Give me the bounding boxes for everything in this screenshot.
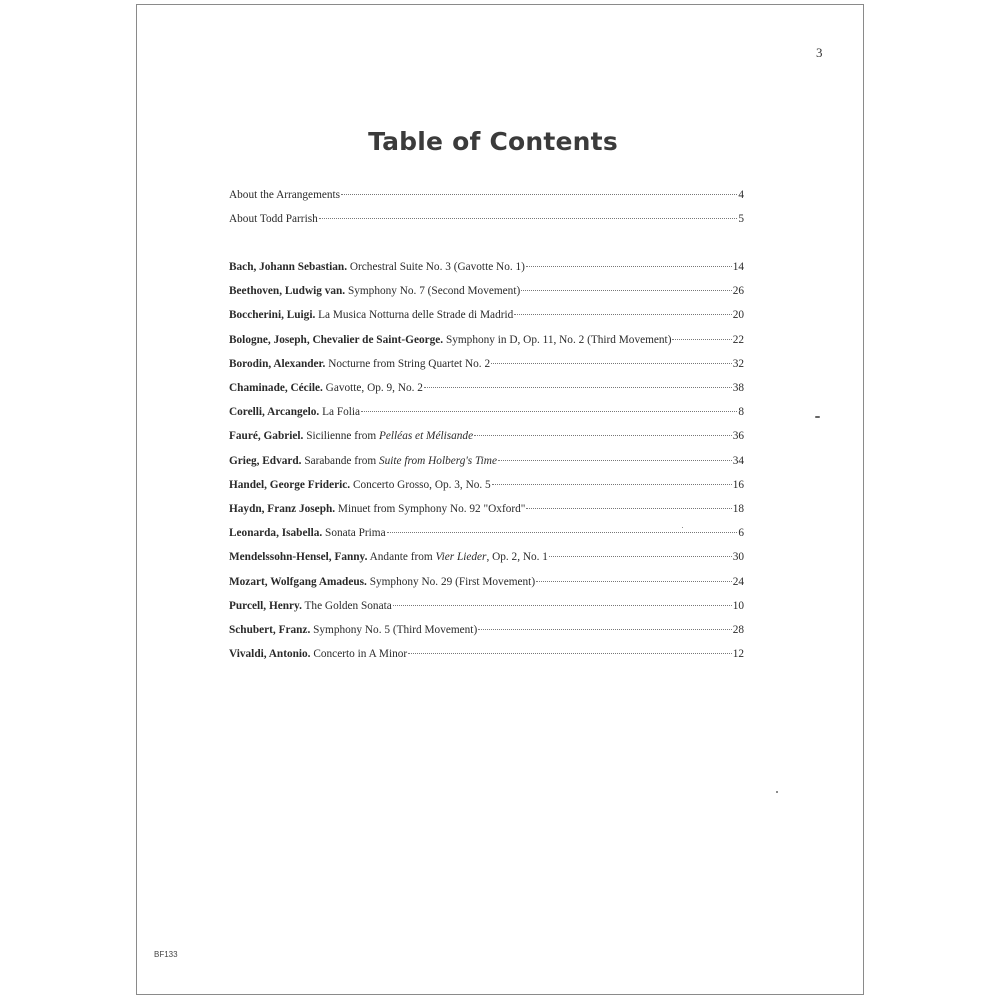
toc-page-number: 38 xyxy=(732,382,744,394)
toc-page-number: 30 xyxy=(732,551,744,564)
toc-entry xyxy=(229,285,520,297)
toc-row xyxy=(229,309,744,325)
toc-row xyxy=(229,334,744,350)
composer-name: Bologne, Joseph, Chevalier de Saint-George. xyxy=(229,333,444,346)
toc-page-number: 16 xyxy=(732,478,744,491)
toc-row xyxy=(229,285,744,301)
composer-name: Beethoven, Ludwig van. xyxy=(229,285,346,298)
toc-entry xyxy=(229,527,386,539)
toc-row xyxy=(229,455,744,471)
scan-speck xyxy=(776,791,778,793)
page-number: 3 xyxy=(816,45,823,60)
toc-row xyxy=(229,479,744,495)
dot-leader xyxy=(474,435,732,436)
toc-page-number: 4 xyxy=(738,189,744,201)
work-title-italic: Pelléas et Mélisande xyxy=(378,430,474,443)
dot-leader xyxy=(387,532,738,533)
toc-row xyxy=(229,503,744,519)
toc-page-number: 28 xyxy=(732,624,744,636)
dot-leader xyxy=(549,556,732,557)
toc-row xyxy=(229,189,744,205)
toc-page-number: 24 xyxy=(732,575,744,588)
toc-page-number: 18 xyxy=(732,503,744,515)
toc-row xyxy=(229,430,744,446)
toc-page-number: 10 xyxy=(732,599,744,612)
toc-row xyxy=(229,527,744,543)
dot-leader xyxy=(408,653,732,654)
toc-page-number: 20 xyxy=(732,309,744,322)
work-title: Sicilienne from xyxy=(306,430,379,443)
work-title: Andante from xyxy=(369,551,436,564)
toc-entry xyxy=(229,213,318,225)
page-title: Table of Contents xyxy=(368,127,618,156)
dot-leader xyxy=(492,484,732,485)
toc-entry xyxy=(229,261,525,273)
composer-name: Leonarda, Isabella. xyxy=(229,527,323,540)
toc-entry xyxy=(229,358,490,370)
toc-row xyxy=(229,624,744,640)
toc-row xyxy=(229,576,744,592)
toc-page-number: 5 xyxy=(738,213,744,225)
dot-leader xyxy=(424,387,732,388)
toc-entry xyxy=(229,648,407,660)
composer-name: Purcell, Henry. xyxy=(229,599,302,612)
toc-entry xyxy=(229,479,491,491)
toc-entry xyxy=(229,551,548,563)
toc-entry xyxy=(229,576,535,588)
toc-entry xyxy=(229,406,360,418)
work-title: La Musica Notturna delle Strade di Madrid xyxy=(318,309,514,322)
catalog-code: BF133 xyxy=(154,950,178,959)
toc-entry xyxy=(229,503,525,515)
work-title: Concerto Grosso, Op. 3, No. 5 xyxy=(352,478,491,491)
toc-entry-title: About the Arrangements xyxy=(229,189,341,201)
toc-entry-title: About Todd Parrish xyxy=(229,213,318,225)
toc-page-number: 14 xyxy=(732,261,744,273)
toc-row xyxy=(229,600,744,616)
composer-name: Corelli, Arcangelo. xyxy=(229,406,320,419)
work-title-italic: Vier Lieder xyxy=(435,551,487,564)
work-title-suffix: , Op. 2, No. 1 xyxy=(486,551,548,564)
dot-leader xyxy=(341,194,737,195)
document-page xyxy=(136,4,864,995)
toc-row xyxy=(229,406,744,422)
toc-entry xyxy=(229,382,423,394)
toc-page-number: 6 xyxy=(738,527,744,540)
toc-entry xyxy=(229,455,497,467)
work-title: Gavotte, Op. 9, No. 2 xyxy=(325,382,423,394)
toc-page-number: 12 xyxy=(732,648,744,661)
scan-speck xyxy=(815,416,820,418)
dot-leader xyxy=(498,460,732,461)
toc-entry xyxy=(229,624,477,636)
dot-leader xyxy=(514,314,731,315)
toc-page-number: 22 xyxy=(732,333,744,346)
work-title-italic: Suite from Holberg's Time xyxy=(378,454,497,467)
toc-page-number: 34 xyxy=(732,454,744,467)
work-title: Symphony No. 29 (First Movement) xyxy=(369,575,536,588)
composer-name: Grieg, Edvard. xyxy=(229,454,302,467)
composer-name: Bach, Johann Sebastian. xyxy=(229,261,348,273)
work-title: Minuet from Symphony No. 92 "Oxford" xyxy=(337,503,526,515)
toc-row xyxy=(229,261,744,277)
dot-leader xyxy=(491,363,732,364)
composer-name: Vivaldi, Antonio. xyxy=(229,648,311,661)
dot-leader xyxy=(478,629,731,630)
toc-entry xyxy=(229,189,340,201)
dot-leader xyxy=(361,411,737,412)
toc-page-number: 32 xyxy=(732,357,744,370)
toc-row xyxy=(229,358,744,374)
composer-name: Mozart, Wolfgang Amadeus. xyxy=(229,575,367,588)
work-title: Sonata Prima xyxy=(325,527,386,540)
dot-leader xyxy=(536,581,732,582)
toc-page-number: 8 xyxy=(738,406,744,419)
composer-name: Borodin, Alexander. xyxy=(229,357,326,370)
composer-name: Haydn, Franz Joseph. xyxy=(229,503,336,515)
work-title: La Folia xyxy=(322,406,361,419)
toc-row xyxy=(229,382,744,398)
dot-leader xyxy=(526,508,731,509)
dot-leader xyxy=(521,290,731,291)
toc-entry xyxy=(229,334,671,346)
work-title: Symphony No. 5 (Third Movement) xyxy=(313,624,478,636)
dot-leader xyxy=(672,339,731,340)
composer-name: Chaminade, Cécile. xyxy=(229,382,323,394)
toc-row xyxy=(229,648,744,664)
work-title: Symphony No. 7 (Second Movement) xyxy=(347,285,521,298)
scan-speck xyxy=(682,527,683,528)
composer-name: Handel, George Frideric. xyxy=(229,478,351,491)
dot-leader xyxy=(393,605,732,606)
composer-name: Fauré, Gabriel. xyxy=(229,430,304,443)
composer-name: Schubert, Franz. xyxy=(229,624,311,636)
dot-leader xyxy=(319,218,738,219)
composer-name: Boccherini, Luigi. xyxy=(229,309,316,322)
work-title: Symphony in D, Op. 11, No. 2 (Third Movement) xyxy=(445,333,672,346)
toc-entry xyxy=(229,309,513,321)
toc-entry xyxy=(229,600,392,612)
work-title: The Golden Sonata xyxy=(304,599,392,612)
dot-leader xyxy=(526,266,732,267)
composer-name: Mendelssohn-Hensel, Fanny. xyxy=(229,551,368,564)
work-title: Concerto in A Minor xyxy=(313,648,408,661)
work-title: Sarabande from xyxy=(304,454,379,467)
toc-entry xyxy=(229,430,473,442)
work-title: Orchestral Suite No. 3 (Gavotte No. 1) xyxy=(349,261,525,273)
toc-row xyxy=(229,551,744,567)
toc-row xyxy=(229,213,744,229)
toc-page-number: 36 xyxy=(732,430,744,443)
toc-page-number: 26 xyxy=(732,285,744,298)
work-title: Nocturne from String Quartet No. 2 xyxy=(328,357,491,370)
